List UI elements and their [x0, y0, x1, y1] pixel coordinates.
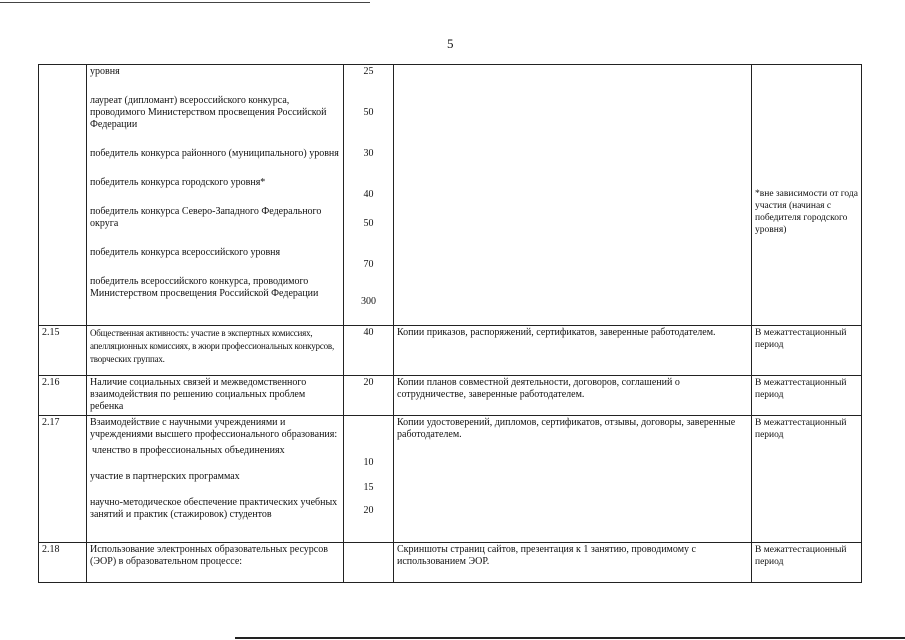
points-value: 70 [363, 259, 374, 270]
criterion-cell [87, 416, 344, 543]
criterion-cell: Общественная активность: участие в экспертных комиссиях, апелляционных комиссиях, в жюри профессиональных конкурсов, творческих группах. [87, 326, 344, 376]
criteria-table [38, 64, 862, 583]
row-number [39, 65, 87, 326]
points-value: 15 [363, 482, 374, 493]
scan-artifact-line [235, 637, 905, 639]
documents-cell: Скриншоты страниц сайтов, презентация к 1 занятию, проводимому с использованием ЭОР. [394, 543, 752, 583]
row-number: 2.18 [39, 543, 87, 583]
points-value: 20 [344, 376, 394, 416]
table-row [39, 326, 862, 376]
row-number: 2.16 [39, 376, 87, 416]
points-cell [344, 416, 394, 543]
points-value: 10 [363, 457, 374, 468]
table-row [39, 65, 862, 326]
table-row [39, 416, 862, 543]
table-row [39, 543, 862, 583]
criterion-item: победитель конкурса городского уровня* [90, 177, 266, 188]
documents-cell: Копии удостоверений, дипломов, сертификатов, отзывы, договоры, заверенные работодателем. [394, 416, 752, 543]
criterion-item: научно-методическое обеспечение практических учебных занятий и практик (стажировок) студентов [90, 497, 338, 520]
points-value: 30 [363, 148, 374, 159]
points-value: 20 [363, 505, 374, 516]
scan-artifact-line [0, 2, 370, 3]
criterion-item: лауреат (дипломант) всероссийского конкурса, проводимого Министерством просвещения Российской Федерации [90, 95, 327, 130]
points-cell [344, 65, 394, 326]
points-value: 40 [363, 189, 374, 200]
points-value: 50 [363, 107, 374, 118]
criterion-cell: Наличие социальных связей и межведомственного взаимодействия по решению социальных проблем ребенка [87, 376, 344, 416]
note-cell [752, 65, 862, 326]
points-value: 300 [361, 296, 376, 307]
note-cell: В межаттестационный период [752, 376, 862, 416]
note-cell: В межаттестационный период [752, 326, 862, 376]
note-text: *вне зависимости от года участия (начиная с победителя городского уровня) [755, 189, 858, 235]
note-cell: В межаттестационный период [752, 416, 862, 543]
criterion-item: победитель всероссийского конкурса, проводимого Министерством просвещения Российской Федерации [90, 276, 319, 299]
points-value: 25 [363, 66, 374, 77]
row-number: 2.17 [39, 416, 87, 543]
page-number: 5 [447, 36, 454, 51]
criterion-item: уровня [90, 66, 120, 77]
documents-cell [394, 65, 752, 326]
criterion-cell: Использование электронных образовательных ресурсов (ЭОР) в образовательном процессе: [87, 543, 344, 583]
points-value [344, 543, 394, 583]
criterion-item: участие в партнерских программах [90, 471, 240, 482]
documents-cell: Копии приказов, распоряжений, сертификатов, заверенные работодателем. [394, 326, 752, 376]
row-number: 2.15 [39, 326, 87, 376]
criterion-cell [87, 65, 344, 326]
table-row [39, 376, 862, 416]
criterion-item: победитель конкурса Северо-Западного Федерального округа [90, 206, 322, 229]
documents-cell: Копии планов совместной деятельности, договоров, соглашений о сотрудничестве, заверенные работодателем. [394, 376, 752, 416]
criterion-item: победитель конкурса всероссийского уровня [90, 247, 281, 258]
criterion-heading: Взаимодействие с научными учреждениями и учреждениями высшего профессионального образования: [90, 417, 338, 440]
points-value: 50 [363, 218, 374, 229]
note-cell: В межаттестационный период [752, 543, 862, 583]
criterion-item: победитель конкурса районного (муниципального) уровня [90, 148, 339, 159]
points-value: 40 [344, 326, 394, 376]
criterion-item: членство в профессиональных объединениях [92, 445, 285, 456]
